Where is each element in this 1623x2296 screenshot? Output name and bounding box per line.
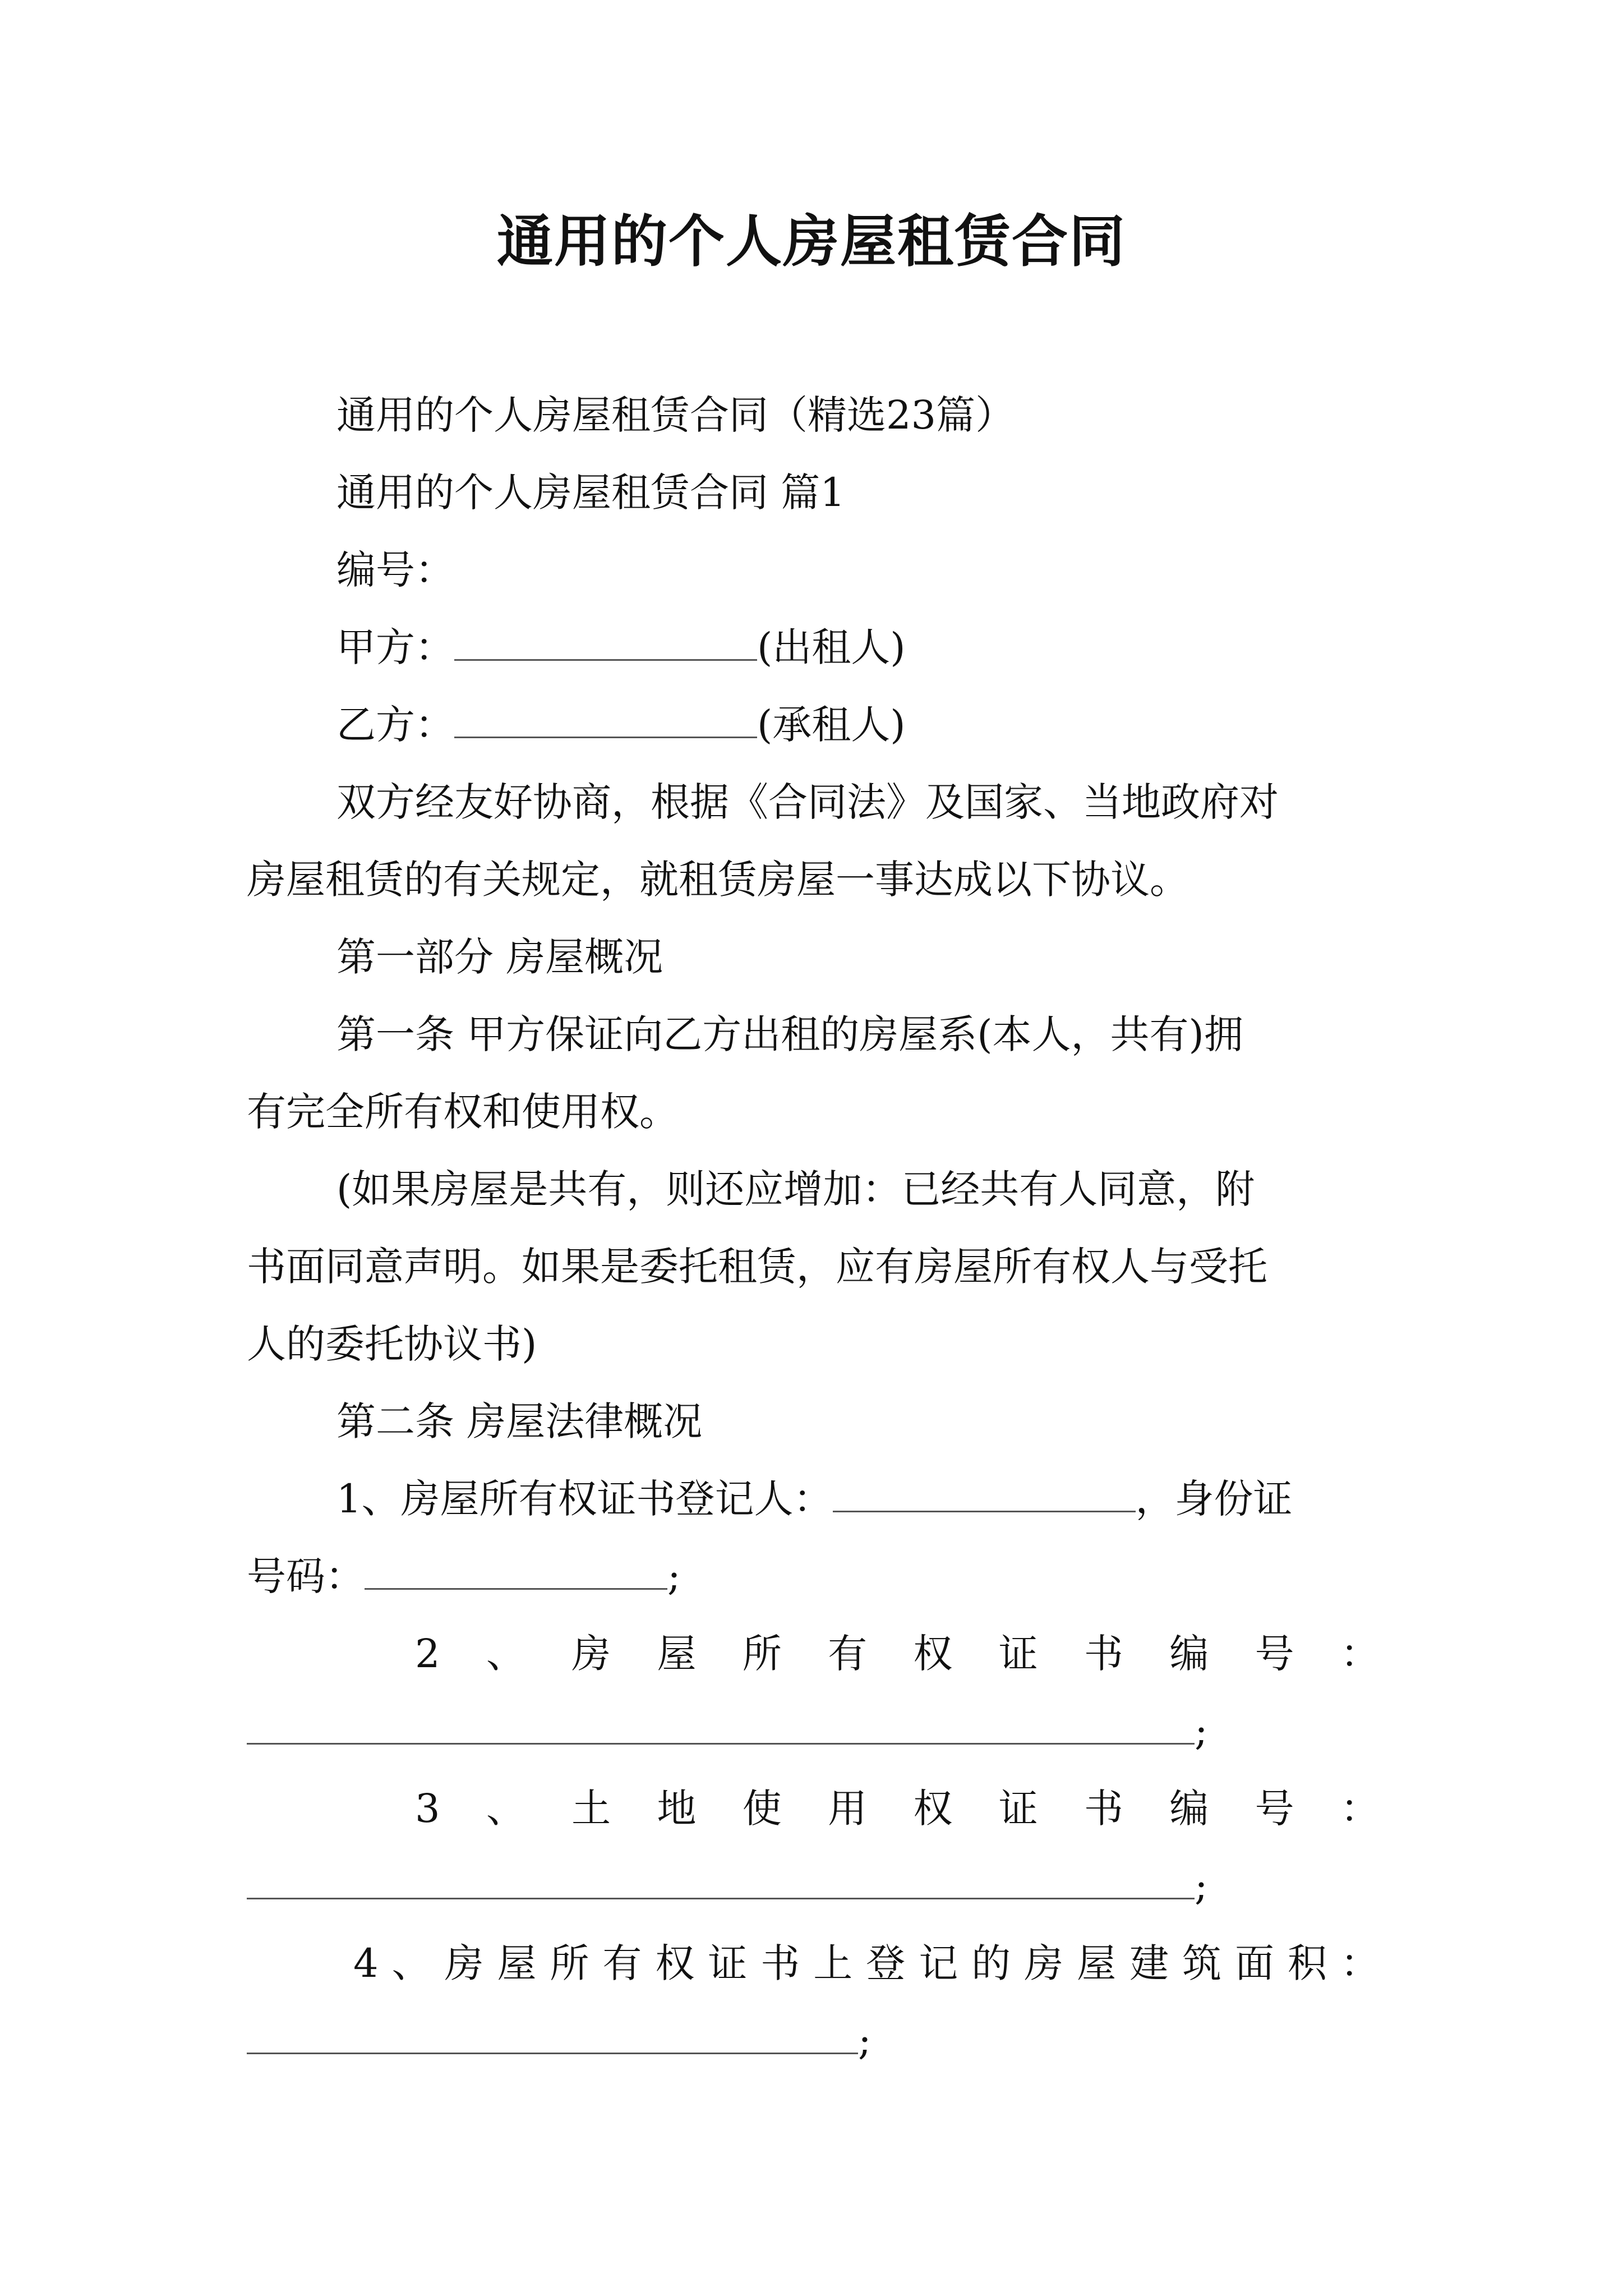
item4-char: 、 <box>391 1940 431 1986</box>
item2-char: 有 <box>828 1631 868 1677</box>
item4-char: 所 <box>550 1940 589 1986</box>
item3-char: 、 <box>486 1786 525 1832</box>
item2-char: 号 <box>1255 1631 1294 1677</box>
item4-char: 书 <box>760 1940 800 1986</box>
item-4-blank <box>247 2019 858 2054</box>
item4-char: 房 <box>1024 1940 1064 1986</box>
item4-char: 房 <box>444 1940 484 1986</box>
item2-char: 证 <box>998 1631 1038 1677</box>
item3-char: 地 <box>657 1786 697 1832</box>
item2-char: 所 <box>742 1631 782 1677</box>
item3-char: 使 <box>742 1786 782 1832</box>
note-line-1: (如果房屋是共有，则还应增加：已经共有人同意，附 <box>336 1166 1255 1212</box>
item2-char: 2 <box>415 1631 440 1677</box>
item2-char: 权 <box>913 1631 953 1677</box>
item3-char: 用 <box>828 1786 868 1832</box>
item4-char: 屋 <box>497 1940 537 1986</box>
party-b-line <box>247 697 1380 753</box>
item4-char: 面 <box>1235 1940 1275 1986</box>
item3-char: 权 <box>913 1786 953 1832</box>
item-1-mid: ，身份证 <box>1135 1476 1293 1522</box>
item-1-line-1 <box>247 1471 1380 1527</box>
item4-char: 证 <box>708 1940 748 1986</box>
item-3-semicolon: ; <box>1195 1863 1208 1909</box>
item2-char: ： <box>1340 1631 1380 1677</box>
item3-char: 编 <box>1169 1786 1209 1832</box>
party-a-blank <box>454 625 757 661</box>
item2-char: 房 <box>571 1631 611 1677</box>
item4-char: 有 <box>602 1940 642 1986</box>
item4-char: 积 <box>1287 1940 1327 1986</box>
article-2-heading: 第二条 房屋法律概况 <box>336 1398 703 1444</box>
item-1-id-label: 号码： <box>247 1553 365 1599</box>
item-1-semicolon: ; <box>667 1553 681 1599</box>
item-4-line-1 <box>247 1935 1380 1991</box>
item3-char: ： <box>1340 1786 1380 1832</box>
item-1-line-2 <box>247 1548 1380 1604</box>
document-title: 通用的个人房屋租赁合同 <box>497 208 1126 274</box>
item-4-semicolon: ; <box>858 2018 872 2064</box>
document-subtitle: 通用的个人房屋租赁合同（精选23篇） <box>336 392 1015 438</box>
article-1-line-2: 有完全所有权和使用权。 <box>247 1089 679 1135</box>
item-2-blank <box>247 1709 1195 1745</box>
note-line-3: 人的委托协议书) <box>247 1321 537 1367</box>
intro-line-1: 双方经友好协商，根据《合同法》及国家、当地政府对 <box>336 779 1279 825</box>
item4-char: ： <box>1340 1940 1380 1986</box>
item3-char: 书 <box>1084 1786 1124 1832</box>
intro-line-2: 房屋租赁的有关规定，就租赁房屋一事达成以下协议。 <box>247 857 1189 903</box>
item3-char: 土 <box>571 1786 611 1832</box>
item-4-line-2 <box>247 2013 1380 2069</box>
party-b-role: (承租人) <box>757 702 906 748</box>
item-3-line-2 <box>247 1858 1380 1914</box>
note-line-2: 书面同意声明。如果是委托租赁，应有房屋所有权人与受托 <box>247 1244 1267 1290</box>
item4-char: 建 <box>1129 1940 1169 1986</box>
item3-char: 证 <box>998 1786 1038 1832</box>
item-3-blank <box>247 1864 1195 1899</box>
item2-char: 、 <box>486 1631 525 1677</box>
item-2-semicolon: ; <box>1195 1708 1208 1754</box>
article-1-line-1: 第一条 甲方保证向乙方出租的房屋系(本人，共有)拥 <box>336 1011 1243 1057</box>
party-a-role: (出租人) <box>757 624 906 670</box>
item3-char: 3 <box>415 1786 440 1832</box>
section-1-heading: 第一部分 房屋概况 <box>336 934 663 980</box>
item4-char: 记 <box>919 1940 958 1986</box>
item-2-line-1 <box>247 1626 1380 1682</box>
item-3-line-1 <box>247 1780 1380 1837</box>
item4-char: 权 <box>655 1940 695 1986</box>
number-label: 编号： <box>336 547 454 593</box>
item2-char: 编 <box>1169 1631 1209 1677</box>
item2-char: 屋 <box>657 1631 697 1677</box>
item-1-id-blank <box>365 1554 667 1590</box>
item4-char: 上 <box>813 1940 853 1986</box>
item-1-owner-blank <box>833 1477 1136 1512</box>
party-b-blank <box>454 703 757 738</box>
item3-char: 号 <box>1255 1786 1294 1832</box>
item4-char: 登 <box>866 1940 906 1986</box>
party-b-label: 乙方： <box>336 702 454 748</box>
part-heading: 通用的个人房屋租赁合同 篇1 <box>336 470 845 516</box>
item4-char: 4 <box>353 1940 379 1986</box>
item4-char: 的 <box>971 1940 1011 1986</box>
item4-char: 筑 <box>1182 1940 1222 1986</box>
item2-char: 书 <box>1084 1631 1124 1677</box>
item4-char: 屋 <box>1077 1940 1117 1986</box>
party-a-label: 甲方： <box>336 624 454 670</box>
item-2-line-2 <box>247 1703 1380 1759</box>
party-a-line <box>247 619 1380 675</box>
item-1-text: 1、房屋所有权证书登记人： <box>336 1476 833 1522</box>
